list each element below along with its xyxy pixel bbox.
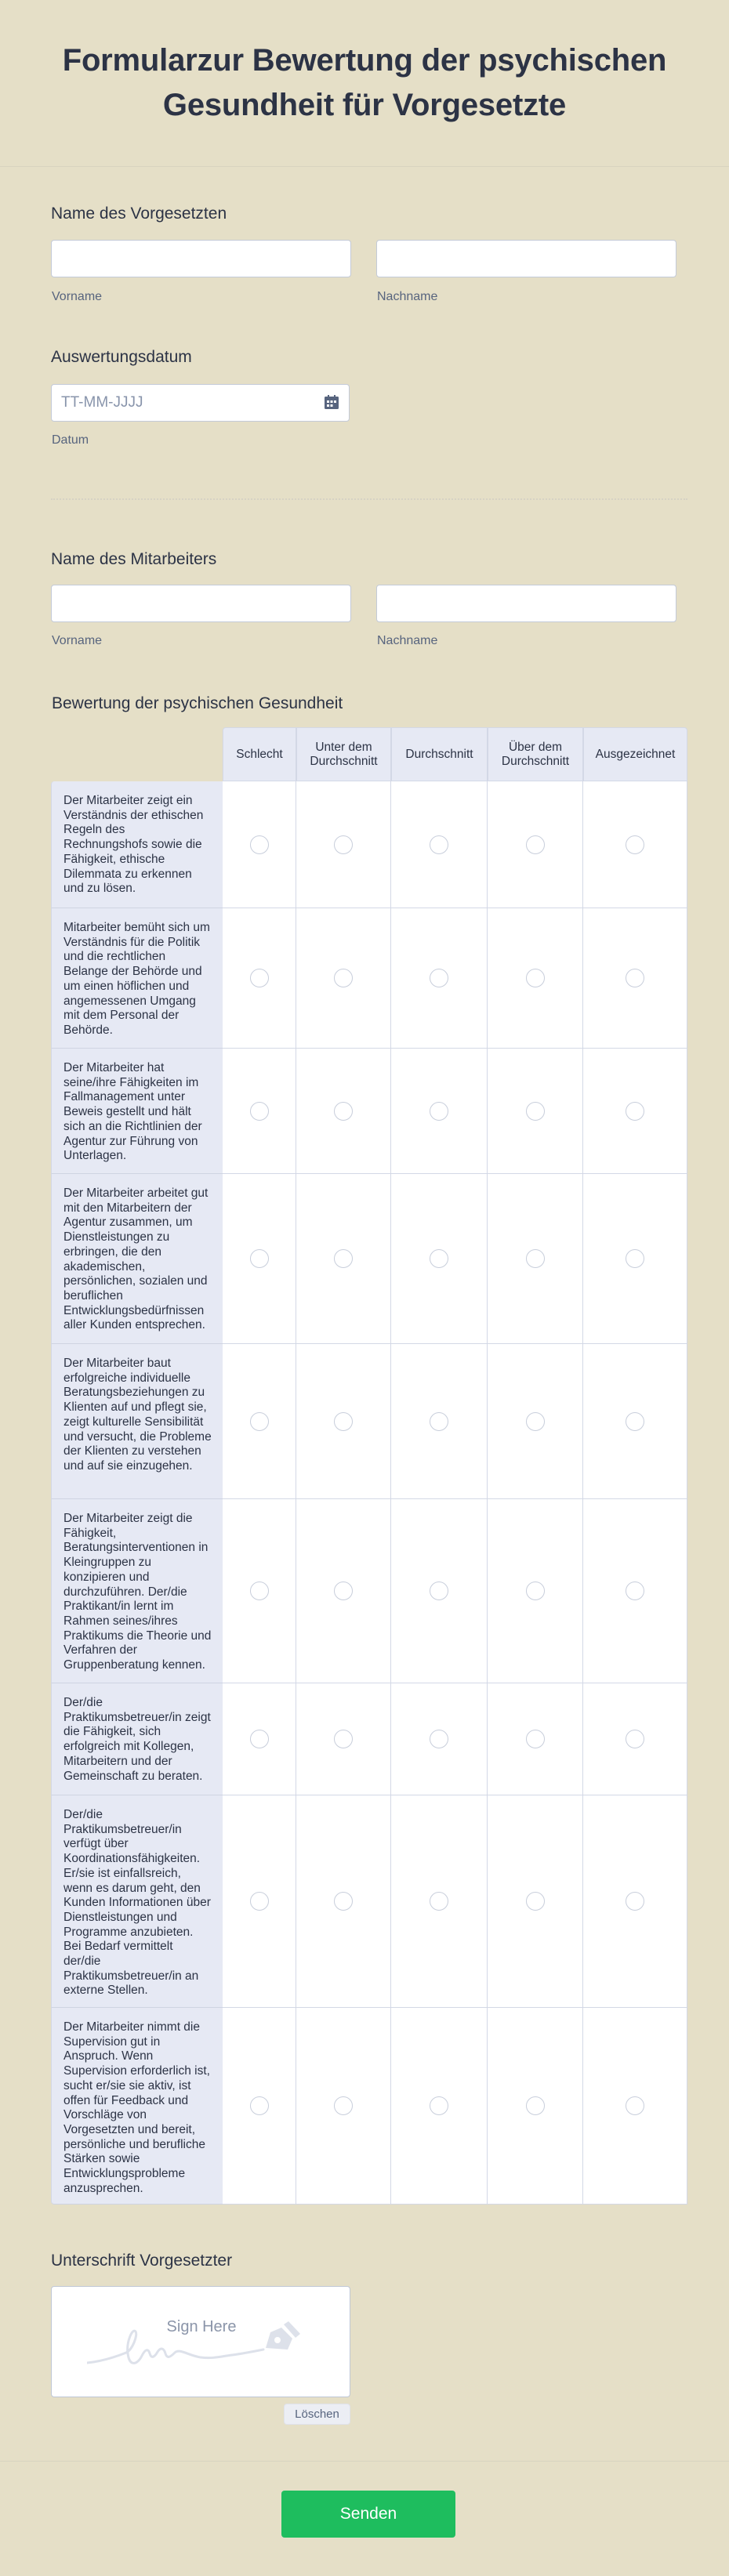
matrix-column-header: Unter dem Durchschnitt — [296, 727, 391, 781]
rating-radio[interactable] — [334, 1412, 353, 1431]
matrix-cell — [296, 1049, 391, 1174]
employee-last-name-input[interactable] — [376, 585, 676, 622]
matrix-row-label: Der/die Praktikumsbetreuer/in verfügt über Koordinationsfähigkeiten. Er/sie ist einfallsreich, wenn es darum geht, den Kunden Informationen über Dienstleistungen und Programme anzubieten. Bei Bedarf vermittelt der/die Praktikumsbetreuer/in an externe Stellen. — [51, 1795, 223, 2008]
rating-radio[interactable] — [430, 1102, 448, 1121]
matrix-cell — [391, 2008, 488, 2205]
matrix-cell — [488, 781, 583, 908]
supervisor-name-label: Name des Vorgesetzten — [51, 205, 227, 223]
matrix-cell — [391, 908, 488, 1049]
matrix-row-label: Der Mitarbeiter baut erfolgreiche individuelle Beratungsbeziehungen zu Klienten auf und pflegt sie, zeigt kulturelle Sensibilität und versucht, die Probleme der Klienten zu verstehen und auf sie einzugehen. — [51, 1344, 223, 1499]
signature-label: Unterschrift Vorgesetzter — [51, 2252, 233, 2270]
rating-radio[interactable] — [250, 1249, 269, 1268]
rating-radio[interactable] — [526, 1581, 545, 1600]
matrix-row-label: Der Mitarbeiter nimmt die Supervision gut in Anspruch. Wenn Supervision erforderlich ist, sucht er/sie sie aktiv, ist offen für Feedback und Vorschläge von Vorgesetzten und bereit, persönliche und berufliche Stärken sowie Entwicklungsprobleme anzusprechen. — [51, 2008, 223, 2205]
matrix-cell — [223, 1499, 296, 1683]
matrix-cell — [223, 908, 296, 1049]
rating-radio[interactable] — [250, 835, 269, 854]
rating-radio[interactable] — [626, 1581, 644, 1600]
rating-radio[interactable] — [334, 835, 353, 854]
rating-radio[interactable] — [250, 2096, 269, 2115]
matrix-cell — [488, 1683, 583, 1795]
rating-radio[interactable] — [626, 835, 644, 854]
rating-radio[interactable] — [430, 1892, 448, 1911]
evaluation-date-sublabel: Datum — [52, 433, 89, 447]
rating-radio[interactable] — [250, 1412, 269, 1431]
matrix-cell — [583, 781, 687, 908]
matrix-cell — [488, 2008, 583, 2205]
employee-first-name-sublabel: Vorname — [52, 634, 103, 647]
rating-radio[interactable] — [250, 969, 269, 987]
calendar-icon[interactable] — [324, 394, 339, 410]
matrix-cell — [296, 908, 391, 1049]
matrix-cell — [296, 2008, 391, 2205]
rating-radio[interactable] — [626, 1249, 644, 1268]
matrix-cell — [488, 908, 583, 1049]
matrix-cell — [296, 1683, 391, 1795]
clear-signature-button[interactable]: Löschen — [284, 2404, 350, 2425]
matrix-cell — [223, 2008, 296, 2205]
rating-radio[interactable] — [526, 1730, 545, 1748]
rating-radio[interactable] — [626, 969, 644, 987]
matrix-row-label: Der Mitarbeiter hat seine/ihre Fähigkeiten im Fallmanagement unter Beweis gestellt und hält sich an die Richtlinien der Agentur zur Führung von Unterlagen. — [51, 1049, 223, 1174]
rating-radio[interactable] — [526, 1892, 545, 1911]
rating-radio[interactable] — [626, 1730, 644, 1748]
rating-radio[interactable] — [250, 1102, 269, 1121]
matrix-cell — [583, 1499, 687, 1683]
rating-radio[interactable] — [430, 1581, 448, 1600]
matrix-cell — [583, 1049, 687, 1174]
matrix-row-label: Mitarbeiter bemüht sich um Verständnis für die Politik und die rechtlichen Belange der Behörde und um einen höflichen und angemessenen Umgang mit dem Personal der Behörde. — [51, 908, 223, 1049]
rating-radio[interactable] — [430, 1249, 448, 1268]
matrix-cell — [391, 781, 488, 908]
matrix-cell — [223, 1344, 296, 1499]
rating-radio[interactable] — [334, 1892, 353, 1911]
matrix-cell — [488, 1049, 583, 1174]
rating-radio[interactable] — [626, 1412, 644, 1431]
rating-radio[interactable] — [250, 1730, 269, 1748]
matrix-cell — [583, 1174, 687, 1344]
matrix-label: Bewertung der psychischen Gesundheit — [52, 694, 343, 712]
matrix-cell — [488, 1174, 583, 1344]
footer-divider — [0, 2461, 729, 2462]
rating-radio[interactable] — [430, 969, 448, 987]
matrix-cell — [296, 1499, 391, 1683]
matrix-column-header: Durchschnitt — [391, 727, 488, 781]
rating-radio[interactable] — [626, 1892, 644, 1911]
supervisor-first-name-input[interactable] — [51, 240, 351, 277]
rating-radio[interactable] — [526, 969, 545, 987]
matrix-cell — [583, 1795, 687, 2008]
rating-radio[interactable] — [334, 1581, 353, 1600]
matrix-cell — [391, 1683, 488, 1795]
evaluation-date-input[interactable] — [51, 384, 350, 422]
employee-last-name-sublabel: Nachname — [377, 634, 438, 647]
matrix-cell — [583, 2008, 687, 2205]
matrix-cell — [296, 781, 391, 908]
matrix-column-header: Ausgezeichnet — [583, 727, 687, 781]
matrix-row-label: Der Mitarbeiter zeigt ein Verständnis der ethischen Regeln des Rechnungshofs sowie die Fähigkeit, ethische Dilemmata zu erkennen und zu lösen. — [51, 781, 223, 908]
rating-radio[interactable] — [334, 1249, 353, 1268]
supervisor-last-name-sublabel: Nachname — [377, 290, 438, 303]
rating-radio[interactable] — [250, 1892, 269, 1911]
form-header — [0, 0, 729, 167]
matrix-cell — [296, 1795, 391, 2008]
matrix-cell — [223, 781, 296, 908]
employee-first-name-input[interactable] — [51, 585, 351, 622]
section-divider — [51, 498, 687, 500]
rating-radio[interactable] — [250, 1581, 269, 1600]
supervisor-last-name-input[interactable] — [376, 240, 676, 277]
rating-radio[interactable] — [430, 2096, 448, 2115]
rating-radio[interactable] — [334, 1102, 353, 1121]
matrix-row-label: Der Mitarbeiter zeigt die Fähigkeit, Beratungsinterventionen in Kleingruppen zu konzipieren und durchzuführen. Der/die Praktikant/in lernt im Rahmen seines/ihres Praktikums die Theorie und Verfahren der Gruppenberatung kennen. — [51, 1499, 223, 1683]
matrix-cell — [223, 1049, 296, 1174]
matrix-cell — [296, 1344, 391, 1499]
rating-radio[interactable] — [526, 1249, 545, 1268]
matrix-cell — [583, 908, 687, 1049]
rating-radio[interactable] — [526, 1102, 545, 1121]
matrix-cell — [223, 1683, 296, 1795]
rating-radio[interactable] — [526, 1412, 545, 1431]
form-title: Formularzur Bewertung der psychischen Gesundheit für Vorgesetzte — [62, 43, 667, 122]
rating-radio[interactable] — [626, 1102, 644, 1121]
matrix-cell — [488, 1499, 583, 1683]
evaluation-date-label: Auswertungsdatum — [51, 348, 192, 366]
rating-radio[interactable] — [430, 1730, 448, 1748]
rating-radio[interactable] — [626, 2096, 644, 2115]
matrix-row-label: Der Mitarbeiter arbeitet gut mit den Mitarbeitern der Agentur zusammen, um Dienstleistungen zu erbringen, die den akademischen, persönlichen, sozialen und beruflichen Entwicklungsbedürfnissen aller Kunden entsprechen. — [51, 1174, 223, 1344]
matrix-cell — [391, 1795, 488, 2008]
matrix-cell — [391, 1174, 488, 1344]
rating-radio[interactable] — [526, 835, 545, 854]
matrix-cell — [391, 1499, 488, 1683]
signature-pad[interactable] — [51, 2286, 350, 2397]
matrix-cell — [391, 1049, 488, 1174]
rating-radio[interactable] — [334, 969, 353, 987]
matrix-cell — [223, 1174, 296, 1344]
supervisor-first-name-sublabel: Vorname — [52, 290, 103, 303]
submit-button[interactable]: Senden — [281, 2491, 455, 2538]
matrix-cell — [223, 1795, 296, 2008]
rating-radio[interactable] — [334, 2096, 353, 2115]
rating-radio[interactable] — [334, 1730, 353, 1748]
matrix-cell — [296, 1174, 391, 1344]
matrix-column-header: Über dem Durchschnitt — [488, 727, 583, 781]
matrix-cell — [583, 1683, 687, 1795]
matrix-cell — [583, 1344, 687, 1499]
rating-radio[interactable] — [430, 835, 448, 854]
employee-name-label: Name des Mitarbeiters — [51, 550, 217, 568]
rating-radio[interactable] — [526, 2096, 545, 2115]
matrix-row-label: Der/die Praktikumsbetreuer/in zeigt die Fähigkeit, sich erfolgreich mit Kollegen, Mitarbeitern und der Gemeinschaft zu beraten. — [51, 1683, 223, 1795]
matrix-cell — [488, 1344, 583, 1499]
date-field — [51, 384, 350, 422]
pen-icon — [87, 2318, 322, 2373]
matrix-column-header: Schlecht — [223, 727, 296, 781]
matrix-cell — [488, 1795, 583, 2008]
signature-placeholder: Sign Here — [166, 2318, 237, 2335]
matrix-cell — [391, 1344, 488, 1499]
rating-radio[interactable] — [430, 1412, 448, 1431]
